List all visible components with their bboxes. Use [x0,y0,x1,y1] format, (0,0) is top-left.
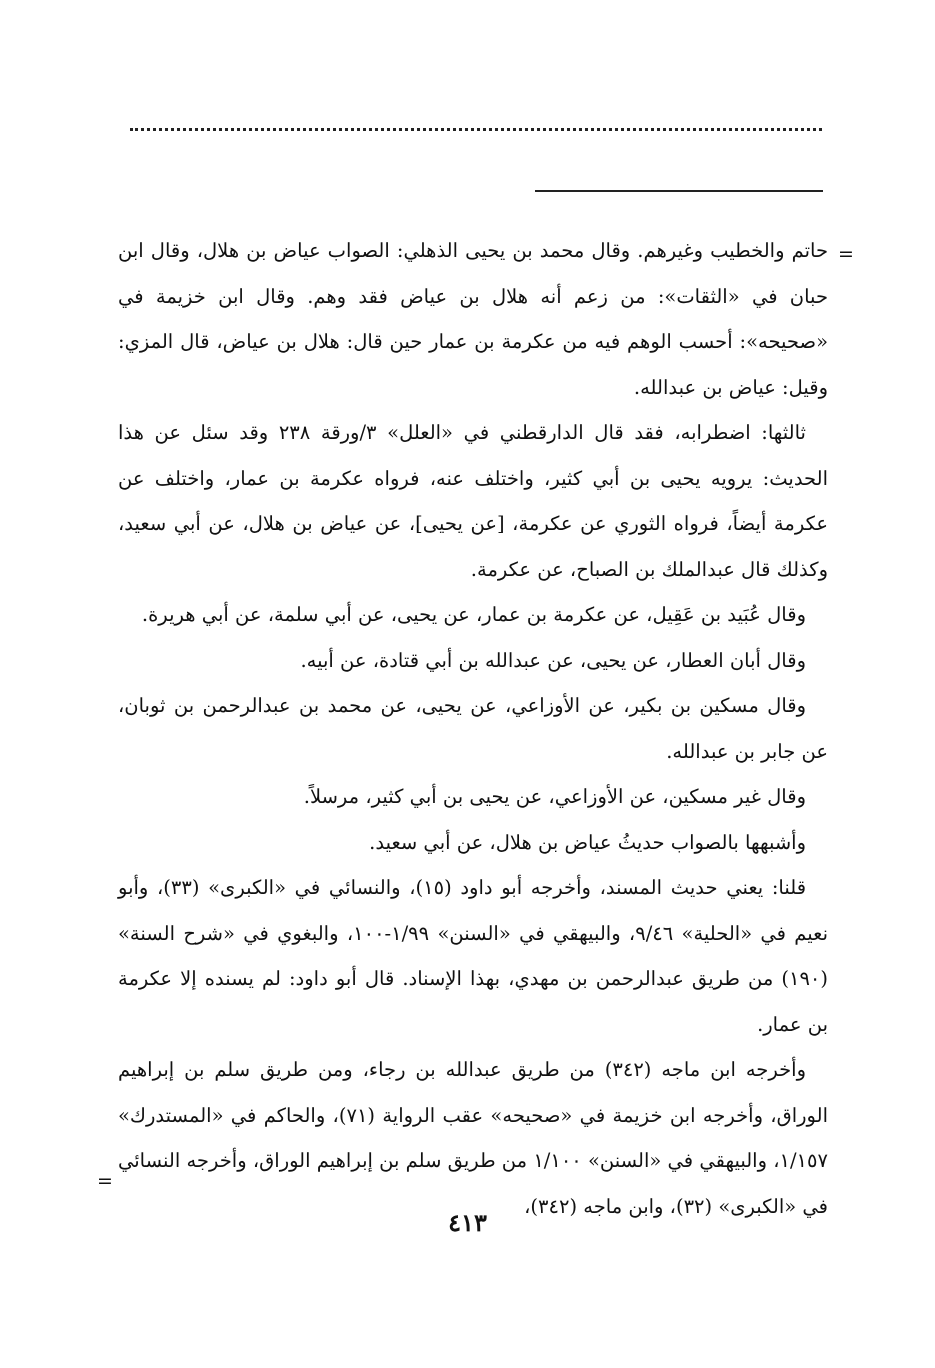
page-number: ٤١٣ [448,1208,487,1237]
paragraph-1: حاتم والخطيب وغيرهم. وقال محمد بن يحيى الذهلي: الصواب عياض بن هلال، وقال ابن حبان في «الثقات»: من زعم أنه هلال بن عياض فقد وهم. وقال ابن خزيمة في «صحيحه»: أحسب الوهم فيه من عكرمة بن عمار حين قال: هلال بن عياض، قال المزي: وقيل: عياض بن عبدالله. [118,239,828,399]
continuation-mark-start: = [838,243,854,265]
paragraph-9: وأخرجه ابن ماجه (٣٤٢) من طريق عبدالله بن رجاء، ومن طريق سلم بن إبراهيم الوراق، وأخرجه ابن خزيمة في «صحيحه» عقب الرواية (٧١)، والحاكم في «المستدرك» ١/١٥٧، والبيهقي في «السنن» ١/١٠٠ من طريق سلم بن إبراهيم الوراق، وأخرجه النسائي في «الكبرى» (٣٢)، وابن ماجه (٣٤٢)، [118,1058,828,1218]
paragraph-4: وقال أبان العطار، عن يحيى، عن عبدالله بن أبي قتادة، عن أبيه. [300,648,806,672]
dotted-separator [130,128,822,131]
paragraph-8: قلنا: يعني حديث المسند، وأخرجه أبو داود (١٥)، والنسائي في «الكبرى» (٣٣)، وأبو نعيم في «الحلية» ٩/٤٦، والبيهقي في «السنن» ١/٩٩-١٠٠، والبغوي في «شرح السنة» (١٩٠) من طريق عبدالرحمن بن مهدي، بهذا الإسناد. قال أبو داود: لم يسنده إلا عكرمة بن عمار. [118,876,828,1036]
footnote-text [118,228,828,1229]
paragraph-6: وقال غير مسكين، عن الأوزاعي، عن يحيى بن أبي كثير، مرسلاً. [303,785,806,808]
paragraph-5: وقال مسكين بن بكير، عن الأوزاعي، عن يحيى، عن محمد بن عبدالرحمن بن ثوبان، عن جابر بن عبدالله. [118,694,828,763]
footnote-separator-line [535,190,823,192]
continuation-mark-end: = [97,1170,113,1192]
paragraph-2: ثالثها: اضطرابه، فقد قال الدارقطني في «العلل» ٣/ورقة ٢٣٨ وقد سئل عن هذا الحديث: يرويه يحيى بن أبي كثير، واختلف عنه، فرواه عكرمة بن عمار، واختلف عن عكرمة أيضاً، فرواه الثوري عن عكرمة، [عن يحيى]، عن عياض بن هلال، عن أبي سعيد، وكذلك قال عبدالملك بن الصباح، عن عكرمة. [118,421,828,581]
paragraph-3: وقال عُبَيد بن عَقِيل، عن عكرمة بن عمار، عن يحيى، عن أبي سلمة، عن أبي هريرة. [141,603,806,626]
paragraph-7: وأشبهها بالصواب حديثُ عياض بن هلال، عن أبي سعيد. [369,830,806,854]
